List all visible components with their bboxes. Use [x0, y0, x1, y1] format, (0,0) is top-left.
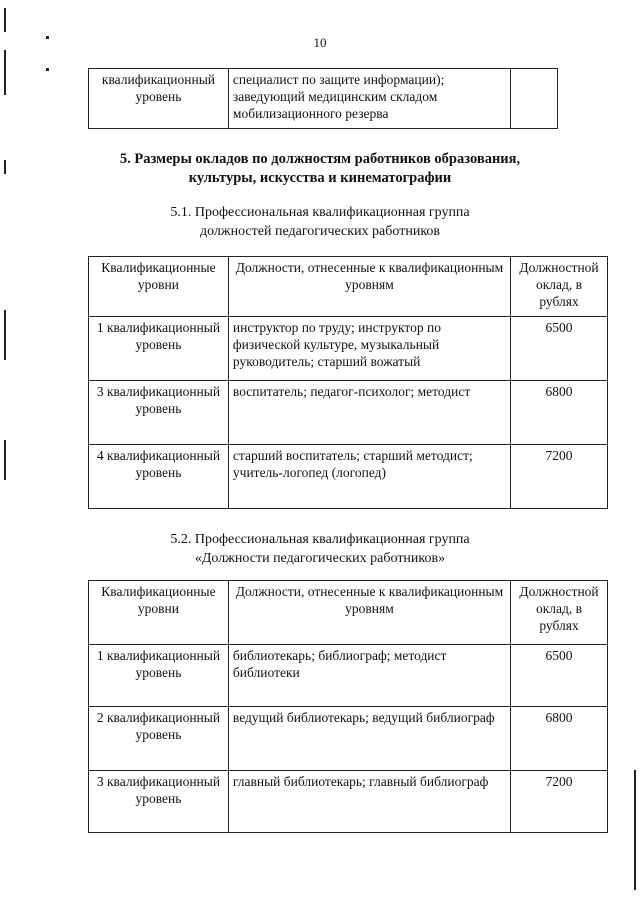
salary-cell: 6500	[511, 645, 608, 707]
section-title-line: культуры, искусства и кинематографии	[188, 170, 452, 186]
top-table	[88, 68, 558, 129]
header-row	[89, 581, 608, 645]
scan-mark	[4, 50, 6, 95]
group1-title-line: 5.1. Профессиональная квалификационная группа	[170, 205, 470, 220]
scan-mark	[4, 310, 6, 360]
positions-cell: инструктор по труду; инструктор по физической культуре, музыкальный руководитель; старший вожатый	[228, 317, 510, 381]
scan-mark	[634, 770, 636, 890]
group1-table	[88, 256, 608, 509]
salary-cell: 6800	[511, 707, 608, 771]
table-row	[89, 771, 608, 833]
salary-cell: 6800	[511, 381, 608, 445]
scan-mark	[4, 440, 6, 480]
positions-cell: старший воспитатель; старший методист; учитель-логопед (логопед)	[228, 445, 510, 509]
header-cell: Должностной оклад, в рублях	[511, 581, 608, 645]
group1-title	[0, 203, 640, 241]
header-cell: Квалификационные уровни	[89, 257, 229, 317]
group2-table	[88, 580, 608, 833]
table-row	[89, 645, 608, 707]
table-row	[89, 381, 608, 445]
salary-cell: 6500	[511, 317, 608, 381]
section-title-line: 5. Размеры окладов по должностям работников образования,	[119, 151, 521, 167]
table-row	[89, 317, 608, 381]
positions-cell: воспитатель; педагог-психолог; методист	[228, 381, 510, 445]
section-title	[0, 150, 640, 188]
positions-cell: специалист по защите информации); заведующий медицинским складом мобилизационного резерва	[228, 69, 510, 129]
level-cell: квалификационный уровень	[89, 69, 229, 129]
page-number: 10	[313, 35, 327, 50]
salary-cell	[511, 69, 558, 129]
level-cell: 2 квалификационный уровень	[89, 707, 229, 771]
header-cell: Должности, отнесенные к квалификационным уровням	[228, 257, 510, 317]
positions-cell: ведущий библиотекарь; ведущий библиограф	[228, 707, 510, 771]
scan-dot	[46, 68, 49, 71]
header-cell: Должностной оклад, в рублях	[511, 257, 608, 317]
table-row	[89, 445, 608, 509]
group2-title	[0, 530, 640, 568]
scan-mark	[4, 8, 6, 32]
level-cell: 4 квалификационный уровень	[89, 445, 229, 509]
header-cell: Должности, отнесенные к квалификационным уровням	[228, 581, 510, 645]
header-cell: Квалификационные уровни	[89, 581, 229, 645]
level-cell: 3 квалификационный уровень	[89, 381, 229, 445]
group1-title-line: должностей педагогических работников	[199, 224, 441, 239]
group2-title-line: 5.2. Профессиональная квалификационная группа	[170, 532, 470, 547]
table-row	[89, 69, 558, 129]
level-cell: 1 квалификационный уровень	[89, 645, 229, 707]
table-row	[89, 707, 608, 771]
salary-cell: 7200	[511, 771, 608, 833]
positions-cell: библиотекарь; библиограф; методист библиотеки	[228, 645, 510, 707]
level-cell: 1 квалификационный уровень	[89, 317, 229, 381]
header-row	[89, 257, 608, 317]
salary-cell: 7200	[511, 445, 608, 509]
group2-title-line: «Должности педагогических работников»	[194, 551, 446, 566]
level-cell: 3 квалификационный уровень	[89, 771, 229, 833]
positions-cell: главный библиотекарь; главный библиограф	[228, 771, 510, 833]
